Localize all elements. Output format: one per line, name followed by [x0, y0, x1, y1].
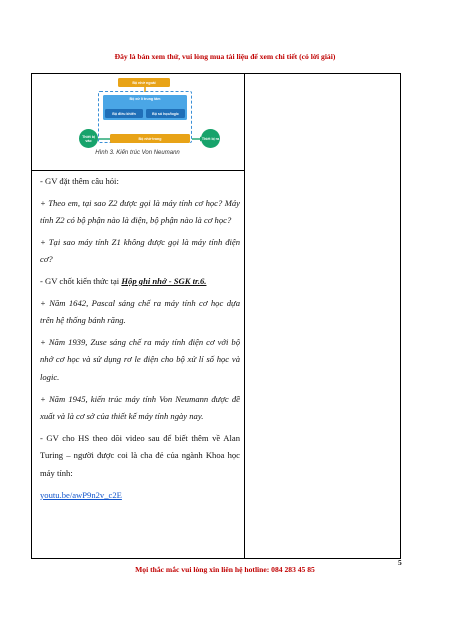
teacher-question-intro: - GV đặt thêm câu hỏi: [40, 176, 119, 186]
preview-notice: Đây là bản xem thử, vui lòng mua tài liệu để xem chi tiết (có lời giải) [114, 52, 336, 61]
video-instruction: - GV cho HS theo dõi video sau để biết thêm về Alan Turing – người được coi là cha đẻ của ngành Khoa học máy tính: [40, 432, 240, 478]
cpu-label: Bộ xử lí trung tâm [129, 97, 161, 101]
lesson-content [40, 171, 240, 504]
output-device-circle: Thiết bị ra [201, 129, 220, 148]
alu-box: Bộ số học/logic [146, 109, 185, 118]
knowledge-summary [40, 273, 240, 291]
fact-zuse: + Năm 1939, Zuse sáng chế ra máy tính điện cơ với bộ nhớ cơ học và sử dụng rơ le điện cho bộ xử lí số học và logic. [40, 336, 240, 382]
question-z1: + Tại sao máy tính Z1 không được gọi là máy tính điện cơ? [40, 236, 240, 265]
summary-prefix: - GV chốt kiến thức tại [40, 275, 122, 286]
page-number: 5 [398, 558, 402, 567]
summary-reference: Hộp ghi nhớ - SGK tr.6. [121, 275, 207, 286]
fact-pascal: + Năm 1642, Pascal sáng chế ra máy tính cơ học dựa trên hệ thống bánh răng. [40, 297, 240, 326]
question-z2: + Theo em, tại sao Z2 được gọi là máy tính cơ học? Máy tính Z2 có bộ phận nào là điện, bộ phận nào là cơ học? [40, 197, 240, 226]
hotline-notice: Mọi thắc mắc vui lòng xin liên hệ hotline: 084 283 45 85 [135, 565, 315, 574]
input-device-circle: Thiết bị vào [79, 129, 98, 148]
figure-caption: Hình 3. Kiến trúc Von Neumann [95, 150, 180, 156]
video-link[interactable]: youtu.be/awP9n2v_c2E [40, 489, 122, 500]
control-unit-box: Bộ điều khiển [105, 109, 143, 118]
fact-von-neumann: + Năm 1945, kiến trúc máy tính Von Neumann được đề xuất và là cơ sở của thiết kế máy tính ngày nay. [40, 393, 240, 422]
main-memory-box: Bộ nhớ trong [110, 134, 190, 143]
external-memory-box: Bộ nhớ ngoài [118, 78, 170, 87]
